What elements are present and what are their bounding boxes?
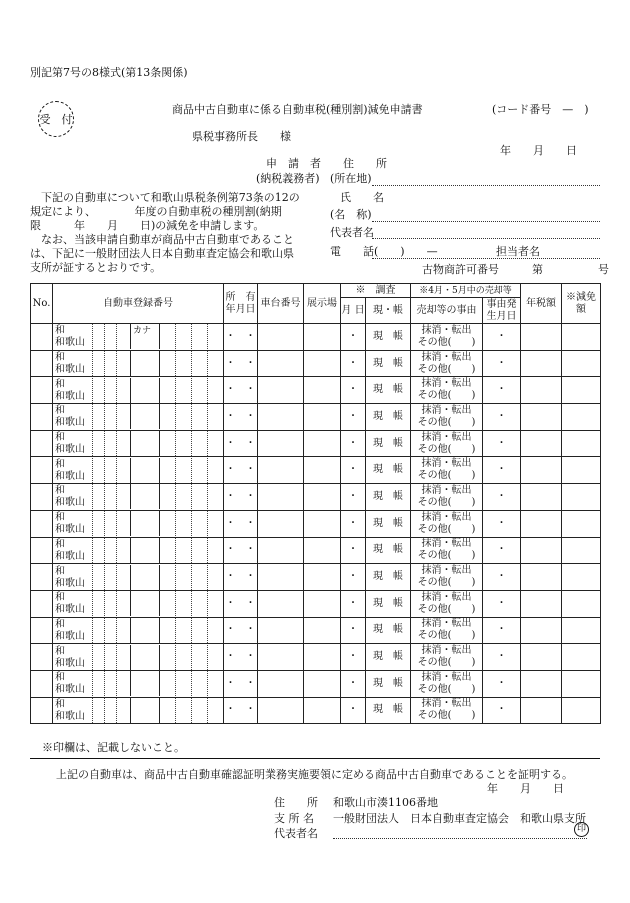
showroom-cell[interactable] [304,644,341,671]
addressee: 県税事務所長 様 [192,130,291,143]
certification-text: 上記の自動車は、商品中古自動車確認証明業務実施要領に定める商品中古自動車であることを証明する。 [56,768,573,781]
event-date-cell[interactable]: ・ [483,350,521,377]
table-row [31,670,601,697]
annual-tax-cell[interactable] [521,377,562,404]
showroom-cell[interactable] [304,377,341,404]
header-sale-period: ※4月・5月中の売却等 [411,284,521,298]
owned-date-cell[interactable]: ・ ・ [224,537,258,564]
genchou-cell[interactable]: 現 帳 [366,617,411,644]
header-no: No. [31,284,53,324]
table-row [31,404,601,431]
owned-date-cell[interactable]: ・ ・ [224,617,258,644]
prefecture-label: 和 和歌山 [55,618,85,642]
taxpayer-label: (納税義務者) [256,172,320,185]
row-no-cell[interactable] [31,697,53,724]
prefecture-label: 和 和歌山 [55,645,85,669]
application-date: 年 月 日 [500,144,577,157]
table-row [31,377,601,404]
sale-reason-cell[interactable]: 抹消・転出 その他( ) [411,457,483,484]
owned-date-cell[interactable]: ・ ・ [224,670,258,697]
table-row [31,484,601,511]
exempt-amount-cell[interactable] [562,590,601,617]
cert-representative-line[interactable] [333,838,587,839]
row-no-cell[interactable] [31,404,53,431]
prefecture-label: 和 和歌山 [55,565,85,589]
chassis-cell[interactable] [258,404,304,431]
registration-cell[interactable] [53,644,224,671]
document-title: 商品中古自動車に係る自動車税(種別割)減免申請書 [172,103,423,116]
annual-tax-cell[interactable] [521,697,562,724]
prefecture-label: 和 和歌山 [55,512,85,536]
seal-mark: 印 [574,822,589,837]
chassis-cell[interactable] [258,590,304,617]
survey-date-cell[interactable]: ・ [341,697,366,724]
cert-office-value: 一般財団法人 日本自動車査定協会 和歌山県支所 [333,812,586,825]
genchou-cell[interactable]: 現 帳 [366,377,411,404]
table-row [31,697,601,724]
table-row [31,350,601,377]
exempt-amount-cell[interactable] [562,484,601,511]
owned-date-cell[interactable]: ・ ・ [224,457,258,484]
owned-date-cell[interactable]: ・ ・ [224,510,258,537]
header-annual-tax: 年税額 [521,284,562,324]
registration-cell[interactable] [53,350,224,377]
prefecture-label: 和 和歌山 [55,352,85,376]
chassis-cell[interactable] [258,617,304,644]
owned-date-cell[interactable]: ・ ・ [224,377,258,404]
table-row [31,617,601,644]
prefecture-label: 和 和歌山 [55,698,85,722]
sale-reason-cell[interactable]: 抹消・転出 その他( ) [411,324,483,351]
sale-reason-cell[interactable]: 抹消・転出 その他( ) [411,350,483,377]
showroom-cell[interactable] [304,350,341,377]
annual-tax-cell[interactable] [521,670,562,697]
prefecture-label: 和 和歌山 [55,405,85,429]
phone-line[interactable] [372,258,600,259]
sale-reason-cell[interactable]: 抹消・転出 その他( ) [411,377,483,404]
registration-cell[interactable] [53,590,224,617]
genchou-cell[interactable]: 現 帳 [366,484,411,511]
annual-tax-cell[interactable] [521,324,562,351]
registration-cell[interactable] [53,377,224,404]
owned-date-cell[interactable]: ・ ・ [224,404,258,431]
divider [30,758,600,759]
header-sale-reason: 売却等の事由 [411,298,483,324]
annual-tax-cell[interactable] [521,537,562,564]
exempt-amount-cell[interactable] [562,350,601,377]
survey-date-cell[interactable]: ・ [341,430,366,457]
chassis-cell[interactable] [258,430,304,457]
showroom-cell[interactable] [304,670,341,697]
address-label: 住 所 [343,157,387,170]
annual-tax-cell[interactable] [521,644,562,671]
survey-date-cell[interactable]: ・ [341,644,366,671]
owned-date-cell[interactable]: ・ ・ [224,564,258,591]
genchou-cell[interactable]: 現 帳 [366,697,411,724]
registration-cell[interactable] [53,564,224,591]
row-no-cell[interactable] [31,350,53,377]
annual-tax-cell[interactable] [521,617,562,644]
genchou-cell[interactable]: 現 帳 [366,670,411,697]
owned-date-cell[interactable]: ・ ・ [224,430,258,457]
survey-date-cell[interactable]: ・ [341,670,366,697]
event-date-cell[interactable]: ・ [483,404,521,431]
showroom-cell[interactable] [304,537,341,564]
row-no-cell[interactable] [31,430,53,457]
showroom-cell[interactable] [304,457,341,484]
genchou-cell[interactable]: 現 帳 [366,644,411,671]
event-date-cell[interactable]: ・ [483,510,521,537]
registration-cell[interactable] [53,404,224,431]
certification-date: 年 月 日 [487,782,564,795]
owned-date-cell[interactable]: ・ ・ [224,590,258,617]
survey-date-cell[interactable]: ・ [341,564,366,591]
showroom-cell[interactable] [304,590,341,617]
survey-date-cell[interactable]: ・ [341,484,366,511]
sale-reason-cell[interactable]: 抹消・転出 その他( ) [411,590,483,617]
survey-date-cell[interactable]: ・ [341,377,366,404]
showroom-cell[interactable] [304,564,341,591]
address-line[interactable] [372,185,600,186]
annual-tax-cell[interactable] [521,590,562,617]
sale-reason-cell[interactable]: 抹消・転出 その他( ) [411,430,483,457]
header-month-day: 月 日 [341,298,366,324]
genchou-cell[interactable]: 現 帳 [366,537,411,564]
event-date-cell[interactable]: ・ [483,617,521,644]
event-date-cell[interactable]: ・ [483,697,521,724]
annual-tax-cell[interactable] [521,457,562,484]
exempt-amount-cell[interactable] [562,510,601,537]
genchou-cell[interactable]: 現 帳 [366,324,411,351]
exempt-amount-cell[interactable] [562,404,601,431]
genchou-cell[interactable]: 現 帳 [366,404,411,431]
exempt-amount-cell[interactable] [562,564,601,591]
sale-reason-cell[interactable]: 抹消・転出 その他( ) [411,510,483,537]
row-no-cell[interactable] [31,457,53,484]
registration-cell[interactable] [53,430,224,457]
exempt-amount-cell[interactable] [562,324,601,351]
row-no-cell[interactable] [31,484,53,511]
survey-date-cell[interactable]: ・ [341,404,366,431]
form-number: 別記第7号の8様式(第13条関係) [30,66,188,79]
row-no-cell[interactable] [31,324,53,351]
cert-representative-label: 代表者名 [274,827,318,840]
chassis-cell[interactable] [258,644,304,671]
survey-date-cell[interactable]: ・ [341,350,366,377]
name-line[interactable] [372,221,600,222]
annual-tax-cell[interactable] [521,564,562,591]
row-no-cell[interactable] [31,537,53,564]
genchou-cell[interactable]: 現 帳 [366,590,411,617]
chassis-cell[interactable] [258,457,304,484]
showroom-cell[interactable] [304,617,341,644]
event-date-cell[interactable]: ・ [483,590,521,617]
name-label: 氏 名 [340,191,384,204]
prefecture-label: 和 和歌山 [55,458,85,482]
owned-date-cell[interactable]: ・ ・ [224,484,258,511]
note-text: ※印欄は、記載しないこと。 [42,741,185,754]
annual-tax-cell[interactable] [521,404,562,431]
chassis-cell[interactable] [258,537,304,564]
event-date-cell[interactable]: ・ [483,484,521,511]
exempt-amount-cell[interactable] [562,644,601,671]
sale-reason-cell[interactable]: 抹消・転出 その他( ) [411,484,483,511]
registration-cell[interactable] [53,324,224,351]
chassis-cell[interactable] [258,564,304,591]
vehicle-table [30,283,601,724]
genchou-cell[interactable]: 現 帳 [366,430,411,457]
chassis-cell[interactable] [258,324,304,351]
survey-date-cell[interactable]: ・ [341,590,366,617]
prefecture-label: 和 和歌山 [55,672,85,696]
table-row [31,324,601,351]
table-row [31,430,601,457]
exempt-amount-cell[interactable] [562,670,601,697]
annual-tax-cell[interactable] [521,510,562,537]
header-chassis: 車台番号 [258,284,304,324]
genchou-cell[interactable]: 現 帳 [366,350,411,377]
prefecture-label: 和 和歌山 [55,485,85,509]
table-row [31,590,601,617]
chassis-cell[interactable] [258,484,304,511]
registration-cell[interactable] [53,537,224,564]
event-date-cell[interactable]: ・ [483,377,521,404]
event-date-cell[interactable]: ・ [483,324,521,351]
applicant-label: 申 請 者 [266,157,321,170]
reception-stamp: 受 付 [38,101,74,137]
showroom-cell[interactable] [304,404,341,431]
cert-office-label: 支 所 名 [274,812,314,825]
representative-line[interactable] [372,238,600,239]
genchou-cell[interactable]: 現 帳 [366,510,411,537]
chassis-cell[interactable] [258,350,304,377]
table-row [31,644,601,671]
contact-person-label: 担当者名 [496,245,540,258]
code-number-label: (コード番号 — ) [492,103,589,116]
sale-reason-cell[interactable]: 抹消・転出 その他( ) [411,537,483,564]
registration-cell[interactable] [53,617,224,644]
event-date-cell[interactable]: ・ [483,457,521,484]
genchou-cell[interactable]: 現 帳 [366,564,411,591]
cert-address-value: 和歌山市湊1106番地 [333,796,438,809]
row-no-cell[interactable] [31,644,53,671]
event-date-cell[interactable]: ・ [483,564,521,591]
showroom-cell[interactable] [304,484,341,511]
owned-date-cell[interactable]: ・ ・ [224,644,258,671]
showroom-cell[interactable] [304,510,341,537]
registration-cell[interactable] [53,697,224,724]
annual-tax-cell[interactable] [521,350,562,377]
genchou-cell[interactable]: 現 帳 [366,457,411,484]
row-no-cell[interactable] [31,590,53,617]
chassis-cell[interactable] [258,510,304,537]
sale-reason-cell[interactable]: 抹消・転出 その他( ) [411,644,483,671]
event-date-cell[interactable]: ・ [483,644,521,671]
permit-label: 古物商許可番号 [422,263,499,276]
chassis-cell[interactable] [258,697,304,724]
sale-reason-cell[interactable]: 抹消・転出 その他( ) [411,697,483,724]
cert-address-label: 住 所 [274,796,318,809]
table-row [31,537,601,564]
registration-cell[interactable] [53,484,224,511]
event-date-cell[interactable]: ・ [483,430,521,457]
sale-reason-cell[interactable]: 抹消・転出 その他( ) [411,617,483,644]
row-no-cell[interactable] [31,670,53,697]
survey-date-cell[interactable]: ・ [341,457,366,484]
header-registration: 自動車登録番号 [53,284,224,324]
owned-date-cell[interactable]: ・ ・ [224,350,258,377]
annual-tax-cell[interactable] [521,430,562,457]
permit-number: 第 号 [532,263,609,276]
kana-label: カナ [133,326,152,337]
row-no-cell[interactable] [31,510,53,537]
registration-cell[interactable] [53,510,224,537]
showroom-cell[interactable] [304,697,341,724]
prefecture-label: 和 和歌山 [55,432,85,456]
chassis-cell[interactable] [258,670,304,697]
header-showroom: 展示場 [304,284,341,324]
exempt-amount-cell[interactable] [562,537,601,564]
annual-tax-cell[interactable] [521,484,562,511]
representative-label: 代表者名 [330,226,374,239]
row-no-cell[interactable] [31,377,53,404]
phone-label: 電 話( ) — [330,245,438,258]
prefecture-label: 和 和歌山 [55,325,85,349]
corp-name-label: (名 称) [330,208,372,221]
header-owned-date: 所 有年月日 [224,284,258,324]
survey-date-cell[interactable]: ・ [341,617,366,644]
event-date-cell[interactable]: ・ [483,537,521,564]
survey-date-cell[interactable]: ・ [341,324,366,351]
exempt-amount-cell[interactable] [562,377,601,404]
table-row [31,564,601,591]
sale-reason-cell[interactable]: 抹消・転出 その他( ) [411,564,483,591]
sale-reason-cell[interactable]: 抹消・転出 その他( ) [411,404,483,431]
showroom-cell[interactable] [304,430,341,457]
registration-cell[interactable] [53,457,224,484]
registration-cell[interactable] [53,670,224,697]
table-row [31,457,601,484]
prefecture-label: 和 和歌山 [55,592,85,616]
exempt-amount-cell[interactable] [562,430,601,457]
header-event-date: 事由発生月日 [483,298,521,324]
chassis-cell[interactable] [258,377,304,404]
header-survey: ※ 調査 [341,284,411,298]
prefecture-label: 和 和歌山 [55,538,85,562]
event-date-cell[interactable]: ・ [483,670,521,697]
row-no-cell[interactable] [31,617,53,644]
exempt-amount-cell[interactable] [562,617,601,644]
showroom-cell[interactable] [304,324,341,351]
exempt-amount-cell[interactable] [562,457,601,484]
header-exempt-amount: ※減免額 [562,284,601,324]
exempt-amount-cell[interactable] [562,697,601,724]
survey-date-cell[interactable]: ・ [341,537,366,564]
owned-date-cell[interactable]: ・ ・ [224,324,258,351]
owned-date-cell[interactable]: ・ ・ [224,697,258,724]
prefecture-label: 和 和歌山 [55,378,85,402]
header-genchou: 現・帳 [366,298,411,324]
location-label: (所在地) [330,172,372,185]
sale-reason-cell[interactable]: 抹消・転出 その他( ) [411,670,483,697]
table-row [31,510,601,537]
row-no-cell[interactable] [31,564,53,591]
survey-date-cell[interactable]: ・ [341,510,366,537]
